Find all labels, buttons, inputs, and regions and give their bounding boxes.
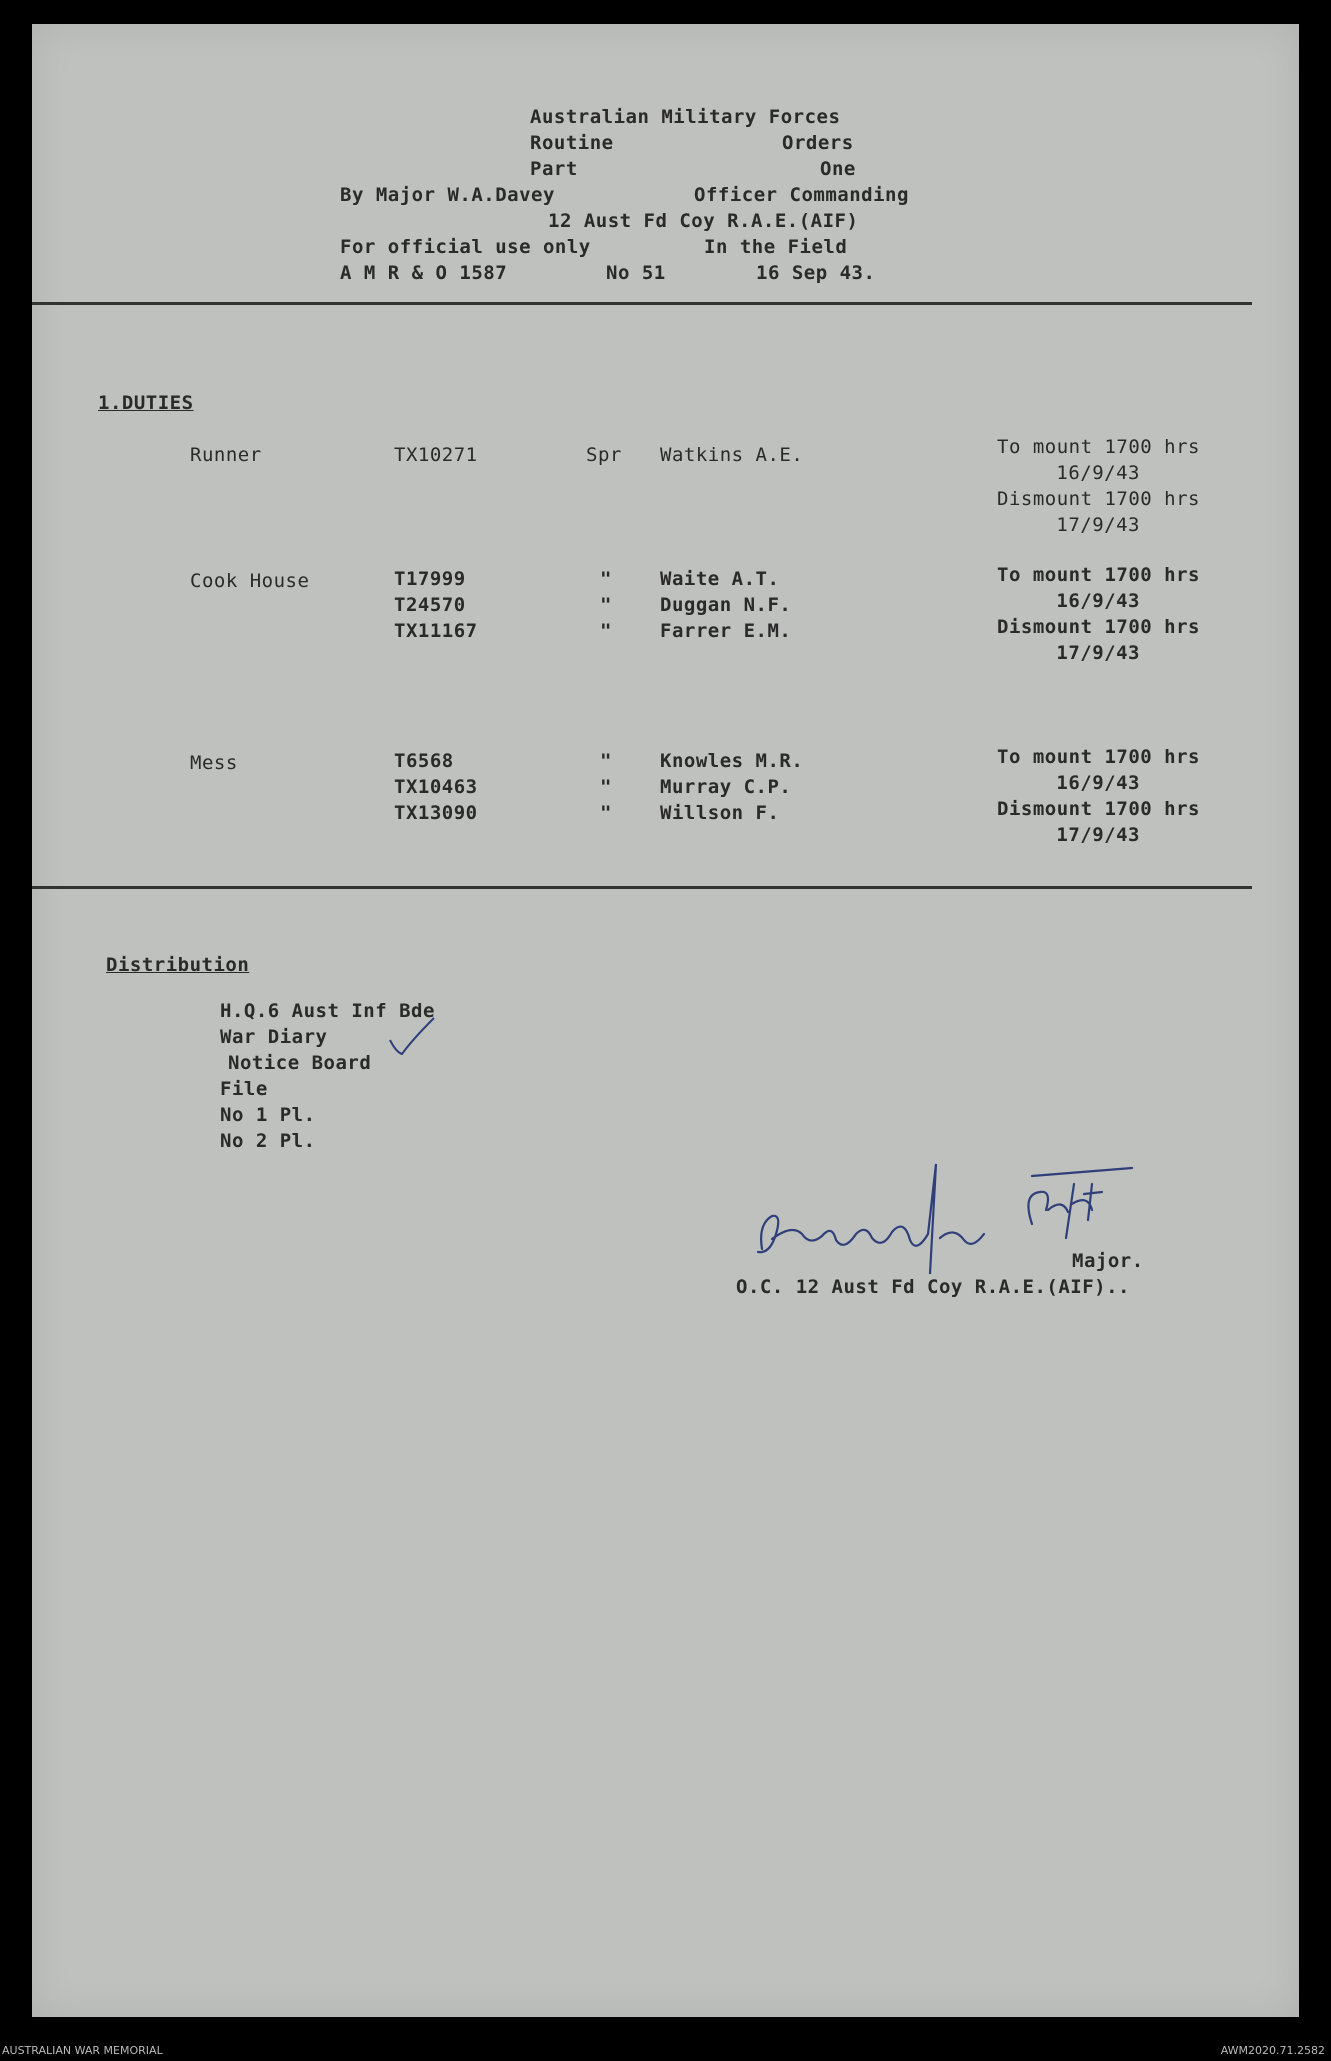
header-in-the-field: In the Field <box>704 236 848 258</box>
header-orders: Orders <box>782 132 854 154</box>
header-part: Part <box>530 158 578 180</box>
mount-date: 16/9/43 <box>1056 462 1140 484</box>
distribution-item: War Diary <box>220 1026 328 1048</box>
soldier-name: Watkins A.E. <box>660 444 804 466</box>
footer-archive-name: AUSTRALIAN WAR MEMORIAL <box>2 2044 163 2057</box>
service-number: TX11167 <box>394 620 478 642</box>
duty-label-mess: Mess <box>190 752 238 774</box>
footer-archive-id: AWM2020.71.2582 <box>1220 2044 1325 2057</box>
distribution-title: Distribution <box>106 954 250 976</box>
signature-unit: O.C. 12 Aust Fd Coy R.A.E.(AIF).. <box>736 1276 1130 1298</box>
distribution-item: No 1 Pl. <box>220 1104 316 1126</box>
distribution-item: File <box>220 1078 268 1100</box>
header-official-use: For official use only <box>340 236 591 258</box>
service-number: T6568 <box>394 750 454 772</box>
distribution-item: H.Q.6 Aust Inf Bde <box>220 1000 435 1022</box>
soldier-name: Knowles M.R. <box>660 750 804 772</box>
header-title: Australian Military Forces <box>530 106 841 128</box>
tick-mark-icon <box>382 1012 442 1062</box>
signature-rank: Major. <box>1072 1250 1144 1272</box>
dismount-date: 17/9/43 <box>1056 642 1140 664</box>
dismount-time: Dismount 1700 hrs <box>997 798 1200 820</box>
header-routine: Routine <box>530 132 614 154</box>
header-officer-commanding: Officer Commanding <box>694 184 909 206</box>
rank: " <box>600 568 612 590</box>
service-number: TX10271 <box>394 444 478 466</box>
distribution-item: Notice Board <box>228 1052 372 1074</box>
service-number: T17999 <box>394 568 466 590</box>
divider-bottom <box>32 886 1252 889</box>
header-date: 16 Sep 43. <box>756 262 876 284</box>
soldier-name: Willson F. <box>660 802 780 824</box>
mount-date: 16/9/43 <box>1056 772 1140 794</box>
service-number: T24570 <box>394 594 466 616</box>
dismount-time: Dismount 1700 hrs <box>997 488 1200 510</box>
rank: " <box>600 750 612 772</box>
dismount-time: Dismount 1700 hrs <box>997 616 1200 638</box>
mount-time: To mount 1700 hrs <box>997 746 1200 768</box>
rank: " <box>600 594 612 616</box>
section-title-duties: 1.DUTIES <box>98 392 194 414</box>
rank: Spr <box>586 444 622 466</box>
soldier-name: Murray C.P. <box>660 776 792 798</box>
service-number: TX13090 <box>394 802 478 824</box>
service-number: TX10463 <box>394 776 478 798</box>
dismount-date: 17/9/43 <box>1056 824 1140 846</box>
mount-time: To mount 1700 hrs <box>997 436 1200 458</box>
soldier-name: Waite A.T. <box>660 568 780 590</box>
mount-date: 16/9/43 <box>1056 590 1140 612</box>
header-amr-ref: A M R & O 1587 <box>340 262 508 284</box>
soldier-name: Farrer E.M. <box>660 620 792 642</box>
soldier-name: Duggan N.F. <box>660 594 792 616</box>
header-unit: 12 Aust Fd Coy R.A.E.(AIF) <box>548 210 859 232</box>
rank: " <box>600 802 612 824</box>
duty-label-cook-house: Cook House <box>190 570 310 592</box>
rank: " <box>600 776 612 798</box>
mount-time: To mount 1700 hrs <box>997 564 1200 586</box>
rank: " <box>600 620 612 642</box>
header-by-major: By Major W.A.Davey <box>340 184 555 206</box>
header-number: No 51 <box>606 262 666 284</box>
dismount-date: 17/9/43 <box>1056 514 1140 536</box>
duty-label-runner: Runner <box>190 444 262 466</box>
distribution-item: No 2 Pl. <box>220 1130 316 1152</box>
header-one: One <box>820 158 856 180</box>
divider-top <box>32 302 1252 305</box>
document-page <box>32 24 1299 2017</box>
